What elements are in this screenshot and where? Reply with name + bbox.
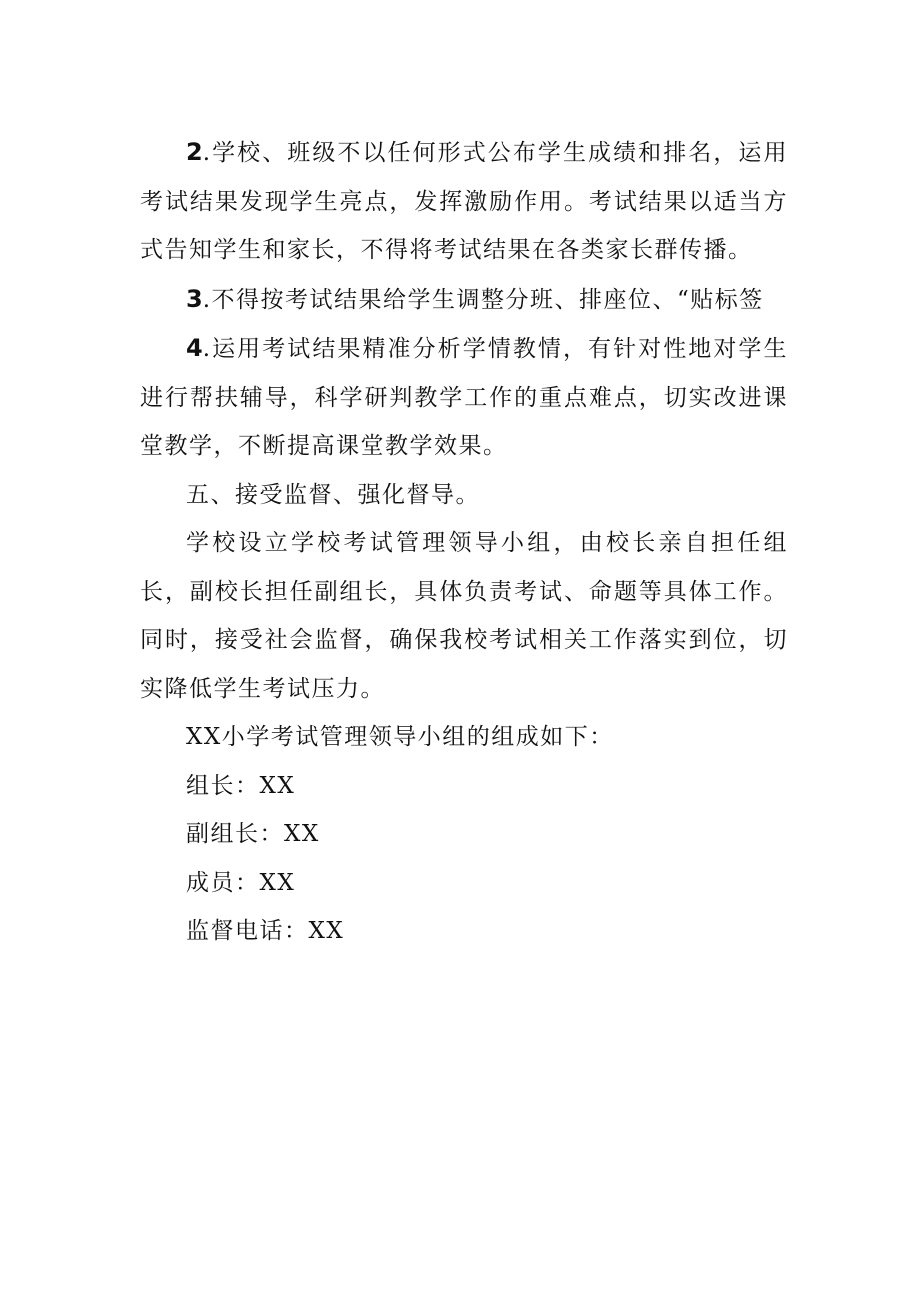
section-heading: 五、接受监督、强化督导。 [186, 481, 480, 508]
roster-leader: 组长：XX [186, 772, 296, 799]
roster-members: 成员：XX [186, 869, 296, 896]
section-body: 学校设立学校考试管理领导小组，由校长亲自担任组长，副校长担任副组长，具体负责考试、命题等具体工作。同时，接受社会监督，确保我校考试相关工作落实到位，切实降低学生考试压力。 [140, 530, 788, 702]
item-number: 2 [186, 138, 203, 166]
item-number: 4 [186, 334, 203, 362]
group-intro: XX小学考试管理领导小组的组成如下： [186, 724, 614, 750]
roster-deputy-leader: 副组长：XX [186, 821, 320, 847]
paragraph-item-2 [140, 128, 788, 275]
item-text: .学校、班级不以任何形式公布学生成绩和排名，运用考试结果发现学生亮点，发挥激励作用。考试结果以适当方式告知学生和家长，不得将考试结果在各类家长群传播。 [140, 140, 788, 263]
paragraph-item-4 [140, 324, 788, 471]
roster-hotline: 监督电话：XX [186, 918, 345, 944]
item-text: .不得按考试结果给学生调整分班、排座位、“贴标签 [202, 286, 764, 313]
document-body [140, 128, 788, 956]
paragraph-item-3 [140, 275, 788, 325]
item-number: 3 [186, 284, 203, 313]
item-text: .运用考试结果精准分析学情教情，有针对性地对学生进行帮扶辅导，科学研判教学工作的重点难点，切实改进课堂教学，不断提高课堂教学效果。 [140, 336, 788, 459]
